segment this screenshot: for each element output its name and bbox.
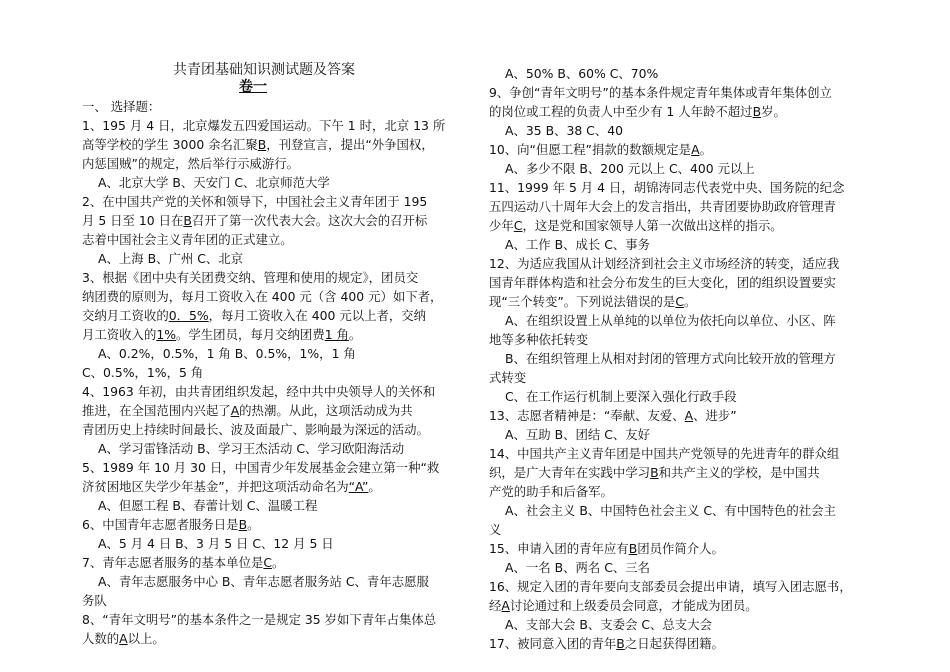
answer-blank: C: [513, 218, 523, 233]
question-text: 13、志愿者精神是：“奉献、友爱、: [489, 408, 685, 423]
question-2-options: A、上海 B、广州 C、北京: [98, 251, 244, 266]
question-text: ，这是党和国家领导人第一次做出这样的指示。: [522, 218, 783, 233]
answer-blank: C: [263, 555, 273, 570]
question-text: 岁。: [761, 104, 786, 119]
answer-blank: B: [752, 104, 762, 119]
question-6-line-1: [82, 515, 259, 534]
question-5-line-1: 5、1989 年 10 月 30 日，中国青少年发展基金会建立第一种“救: [82, 460, 440, 475]
question-8-line-2: [82, 629, 165, 648]
document-title: 共青团基础知识测试题及答案: [173, 62, 355, 78]
question-text: 的热潮。从此，这项活动成为共: [239, 403, 413, 418]
question-text: 召开了第一次代表大会。这次大会的召开标: [191, 213, 428, 228]
answer-blank: B: [628, 541, 638, 556]
question-text: 。: [247, 517, 260, 532]
question-text: 讨论通过和上级委员会同意，才能成为团员。: [509, 598, 758, 613]
answer-blank: B: [238, 517, 248, 532]
question-1-line-2: [82, 135, 434, 154]
question-12-option-c: C、在工作运行机制上要深入强化行政手段: [505, 389, 737, 404]
question-text: 。: [348, 327, 362, 342]
question-text: 。: [272, 555, 285, 570]
question-text: 。: [699, 142, 712, 157]
question-text: ，刊登宣言，提出“外争国权，: [266, 137, 434, 152]
question-text: 。: [368, 479, 381, 494]
question-text: 6、中国青年志愿者服务日是: [82, 517, 239, 532]
question-16-line-2: [489, 596, 758, 615]
question-9-line-1: 9、争创“青年文明号”的基本条件规定青年集体或青年集体创立: [489, 85, 832, 100]
question-13-line-1: [489, 406, 737, 425]
question-16-line-1: 16、规定入团的青年要向支部委员会提出申请，填写入团志愿书，: [489, 579, 852, 594]
question-text: 高等学校的学生 3000 余名汇聚: [82, 137, 258, 152]
question-15-options: A、一名 B、两名 C、三名: [505, 560, 651, 575]
question-12-option-b-1: B、在组织管理上从相对封闭的管理方式向比较开放的管理方: [505, 351, 836, 366]
question-text: 和共产主义的学校，是中国共: [658, 465, 820, 480]
question-text: 以上。: [127, 631, 165, 646]
question-text: 的岗位或工程的负责人中至少有 1 人年龄不超过: [489, 104, 753, 119]
question-14-line-1: 14、中国共产主义青年团是中国共产党领导的先进青年的群众组: [489, 446, 840, 461]
question-7-options-1: A、青年志愿服务中心 B、青年志愿者服务站 C、青年志愿服: [98, 574, 429, 589]
question-text: 7、青年志愿者服务的基本单位是: [82, 555, 264, 570]
question-2-line-3: 志着中国社会主义青年团的正式建立。: [82, 232, 293, 247]
question-14-line-3: 产党的助手和后备军。: [489, 484, 613, 499]
question-text: 经: [489, 598, 502, 613]
question-11-line-2: 五四运动八十周年大会上的发言指出，共青团要协助政府管理青: [489, 199, 836, 214]
question-10-line-1: [489, 140, 712, 159]
question-2-line-1: 2、在中国共产党的关怀和领导下，中国社会主义青年团于 195: [82, 194, 428, 209]
question-text: 10、向“但愿工程”捐款的数额规定是: [489, 142, 692, 157]
question-4-line-3: 青团历史上持续时间最长、波及面最广、影响最为深远的活动。: [82, 422, 429, 437]
answer-blank: B: [183, 213, 192, 228]
question-3-line-2: 纳团费的原则为，每月工资收入在 400 元（含 400 元）如下者，: [82, 289, 443, 304]
answer-blank: 1%: [156, 327, 177, 342]
answer-blank: A: [684, 408, 694, 423]
question-1-line-3: 内惩国贼”的规定，然后举行示威游行。: [82, 156, 300, 171]
question-text: 。学生团员，每月交纳团费: [176, 327, 325, 342]
question-8-options: A、50% B、60% C、70%: [505, 66, 659, 81]
question-text: ，每月工资收入在 400 元以上者，交纳: [208, 308, 427, 323]
question-10-options: A、多少不限 B、200 元以上 C、400 元以上: [505, 161, 755, 176]
question-13-options: A、互助 B、团结 C、友好: [505, 427, 651, 442]
question-text: 17、被同意入团的青年: [489, 636, 617, 651]
question-3-line-4: [82, 325, 361, 344]
answer-blank: C: [675, 294, 684, 309]
question-11-line-3: [489, 216, 783, 235]
question-9-options: A、35 B、38 C、40: [505, 123, 623, 138]
question-3-options-2: C、0.5%，1%，5 角: [82, 365, 204, 380]
question-14-line-2: [489, 463, 820, 482]
question-5-options: A、但愿工程 B、春蕾计划 C、温暖工程: [98, 498, 318, 513]
question-12-line-3: [489, 292, 696, 311]
answer-blank: A: [691, 142, 700, 157]
question-1-options: A、北京大学 B、天安门 C、北京师范大学: [98, 175, 330, 190]
question-text: 月工资收入的: [82, 327, 157, 342]
question-3-options-1: A、0.2%，0.5%，1 角 B、0.5%，1%，1 角: [98, 346, 356, 361]
question-3-line-1: 3、根据《团中央有关团费交纳、管理和使用的规定》，团员交: [82, 270, 419, 285]
question-text: 月 5 日至 10 日在: [82, 213, 184, 228]
answer-blank: B: [257, 137, 267, 152]
question-11-line-1: 11、1999 年 5 月 4 日，胡锦涛同志代表党中央、国务院的纪念: [489, 180, 845, 195]
question-text: 少年: [489, 218, 514, 233]
question-12-option-a-1: A、在组织设置上从单纯的以单位为依托向以单位、小区、阵: [505, 313, 836, 328]
answer-blank: 0．5%: [168, 308, 209, 323]
answer-blank: A: [230, 403, 240, 418]
document-subtitle: 卷一: [239, 79, 267, 95]
question-text: 15、申请入团的青年应有: [489, 541, 629, 556]
section-heading: 一、 选择题：: [82, 99, 161, 114]
answer-blank: B: [650, 465, 659, 480]
question-5-line-2: [82, 477, 381, 496]
answer-blank: A: [119, 631, 128, 646]
question-text: 织，是广大青年在实践中学习: [489, 465, 651, 480]
question-6-options: A、5 月 4 日 B、3 月 5 日 C、12 月 5 日: [98, 536, 334, 551]
answer-blank: B: [616, 636, 625, 651]
question-11-options: A、工作 B、成长 C、事务: [505, 237, 651, 252]
question-text: 推进，在全国范围内兴起了: [82, 403, 231, 418]
question-15-line-1: [489, 539, 724, 558]
question-1-line-1: 1、195 月 4 日，北京爆发五四爱国运动。下午 1 时，北京 13 所: [82, 118, 446, 133]
question-17-line-1: [489, 634, 724, 653]
question-text: 交纳月工资收的: [82, 308, 169, 323]
question-text: 。: [683, 294, 697, 309]
question-text: 之日起获得团籍。: [624, 636, 724, 651]
question-14-options-2: 义: [489, 522, 502, 537]
question-12-line-2: 国青年群体构造和社会分布发生的巨大变化，团的组织设置要实: [489, 275, 836, 290]
question-12-option-b-2: 式转变: [489, 370, 527, 385]
question-12-option-a-2: 地等多种依托转变: [489, 332, 589, 347]
question-8-line-1: 8、“青年文明号”的基本条件之一是规定 35 岁如下青年占集体总: [82, 612, 437, 627]
question-16-options: A、支部大会 B、支委会 C、总支大会: [505, 617, 712, 632]
question-text: 团员作简介人。: [637, 541, 724, 556]
question-7-line-1: [82, 553, 284, 572]
question-text: 人数的: [82, 631, 120, 646]
answer-blank: 1 角: [324, 327, 349, 342]
question-text: 现“三个转变”。下列说法错误的是: [489, 294, 676, 309]
question-12-line-1: 12、为适应我国从计划经济到社会主义市场经济的转变，适应我: [489, 256, 840, 271]
question-9-line-2: [489, 102, 786, 121]
question-text: 、进步”: [693, 408, 737, 423]
question-7-options-2: 务队: [82, 593, 107, 608]
question-4-line-2: [82, 401, 413, 420]
question-text: 济贫困地区失学少年基金”，并把这项活动命名为: [82, 479, 349, 494]
question-2-line-2: [82, 211, 427, 230]
question-3-line-3: [82, 306, 426, 325]
answer-blank: A: [501, 598, 510, 613]
answer-blank: “A”: [348, 479, 369, 494]
question-4-options: A、学习雷锋活动 B、学习王杰活动 C、学习欧阳海活动: [98, 441, 405, 456]
question-14-options-1: A、社会主义 B、中国特色社会主义 C、有中国特色的社会主: [505, 503, 836, 518]
question-4-line-1: 4、1963 年初，由共青团组织发起，经中共中央领导人的关怀和: [82, 384, 436, 399]
